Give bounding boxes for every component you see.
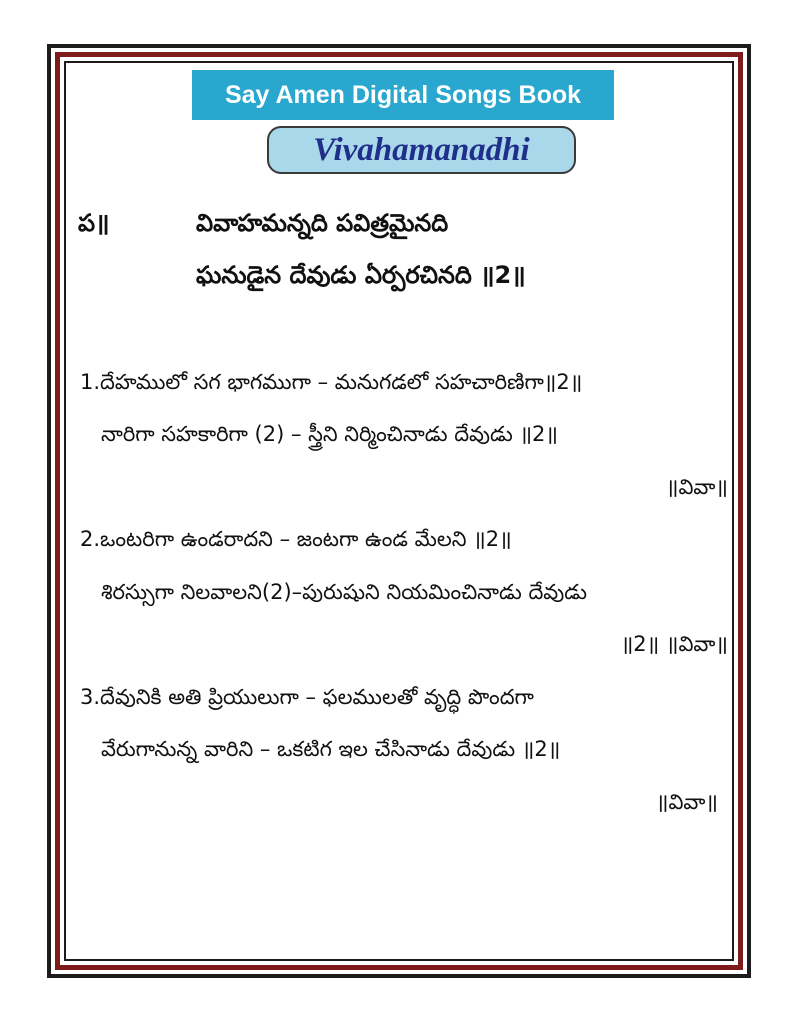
verse-2-line-1: 2.ఒంటరిగా ఉండరాదని – జంటగా ఉండ మేలని ॥2॥: [80, 527, 512, 551]
verse-2-refrain: ॥2॥ ॥వివా॥: [620, 632, 728, 656]
book-title-banner: [192, 70, 614, 120]
page-border-inner: [64, 61, 734, 961]
verse-1-line-1: 1.దేహములో సగ భాగముగా – మనుగడలో సహచారిణిగా॥2॥: [80, 370, 583, 394]
song-title-pill: [267, 126, 576, 174]
verse-3-refrain: ॥వివా॥: [655, 790, 718, 814]
verse-3-line-1: 3.దేవునికి అతి ప్రియులుగా – ఫలములతో వృద్ధి పొందగా: [80, 685, 534, 709]
song-title: Vivahamanadhi: [313, 131, 530, 168]
pallavi-line-2: ఘనుడైన దేవుడు ఏర్పరచినది ॥2॥: [196, 261, 526, 289]
pallavi-marker: ప॥: [78, 209, 110, 237]
verse-1-line-2: నారిగా సహకారిగా (2) – స్త్రీని నిర్మించినాడు దేవుడు ॥2॥: [101, 422, 558, 446]
verse-1-refrain: ॥వివా॥: [665, 475, 728, 499]
book-title: Say Amen Digital Songs Book: [224, 80, 582, 109]
verse-3-line-2: వేరుగానున్న వారిని – ఒకటిగ ఇల చేసినాడు దేవుడు ॥2॥: [101, 737, 561, 761]
verse-2-line-2: శిరస్సుగా నిలవాలని(2)–పురుషుని నియమించినాడు దేవుడు: [101, 580, 588, 604]
pallavi-line-1: వివాహమన్నది పవిత్రమైనది: [196, 209, 449, 237]
